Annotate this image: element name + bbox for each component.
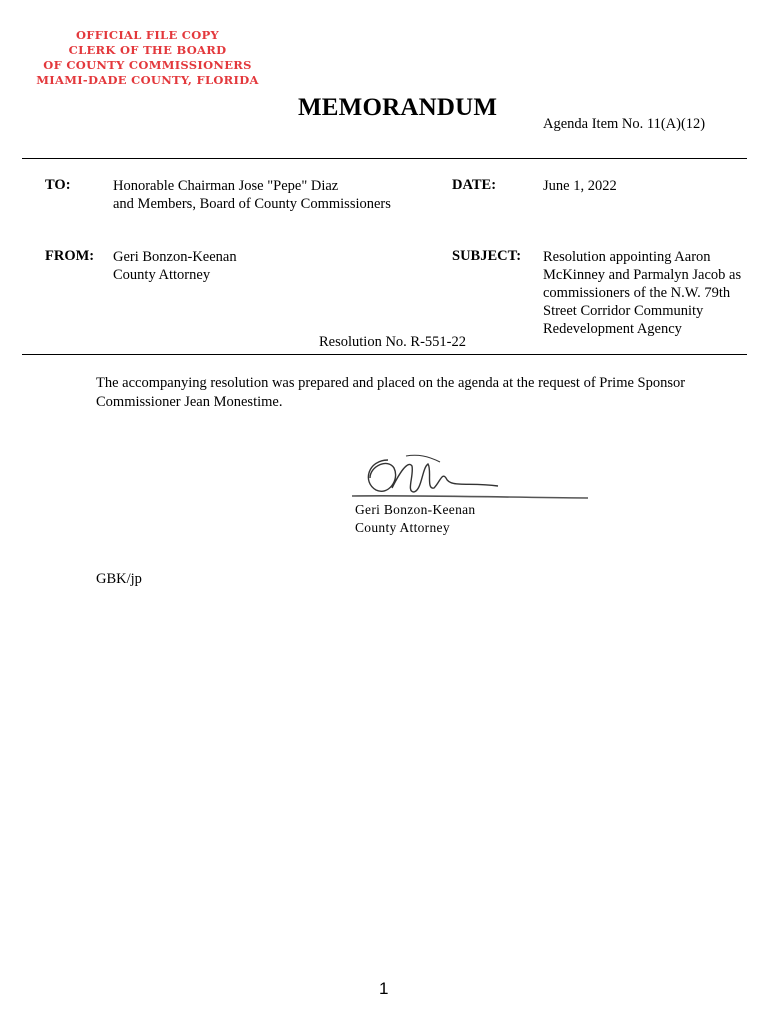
signature-name: Geri Bonzon-Keenan — [355, 502, 476, 517]
to-line-1: Honorable Chairman Jose "Pepe" Diaz — [113, 178, 339, 194]
resolution-number: Resolution No. R-551-22 — [319, 334, 467, 350]
signature-title: County Attorney — [355, 520, 450, 535]
from-sender — [113, 248, 413, 284]
memo-title: MEMORANDUM — [298, 94, 498, 121]
handwritten-signature — [348, 452, 593, 504]
from-line-2: County Attorney — [113, 267, 211, 283]
to-label: TO: — [45, 177, 71, 193]
subject-label: SUBJECT: — [452, 248, 522, 264]
signature-block — [355, 501, 475, 537]
typist-initials: GBK/jp — [96, 571, 142, 587]
subject-divider — [22, 354, 747, 355]
memo-body: The accompanying resolution was prepared and placed on the agenda at the request of Prime Sponsor Commissioner Jean Monestime. — [96, 375, 686, 410]
from-line-1: Geri Bonzon-Keenan — [113, 249, 237, 265]
to-recipient — [113, 177, 433, 213]
header-divider — [22, 158, 747, 159]
to-line-2: and Members, Board of County Commissioners — [113, 196, 391, 212]
agenda-item-number: Agenda Item No. 11(A)(12) — [543, 116, 706, 132]
date-label-text: DATE: — [452, 177, 497, 193]
stamp-line-1: OFFICIAL FILE COPY — [75, 28, 220, 42]
official-file-copy-stamp — [30, 28, 265, 88]
subject-value: Resolution appointing Aaron McKinney and Parmalyn Jacob as commissioners of the N.W. 79th Street Corridor Community Redevelopment Agency — [543, 249, 742, 337]
page-number: 1 — [379, 979, 389, 998]
stamp-line-4: MIAMI-DADE COUNTY, FLORIDA — [36, 73, 259, 87]
date-label — [452, 177, 496, 194]
stamp-line-3: OF COUNTY COMMISSIONERS — [43, 58, 252, 72]
from-label: FROM: — [45, 248, 95, 264]
date-value: June 1, 2022 — [543, 178, 617, 194]
stamp-line-2: CLERK OF THE BOARD — [68, 43, 227, 57]
